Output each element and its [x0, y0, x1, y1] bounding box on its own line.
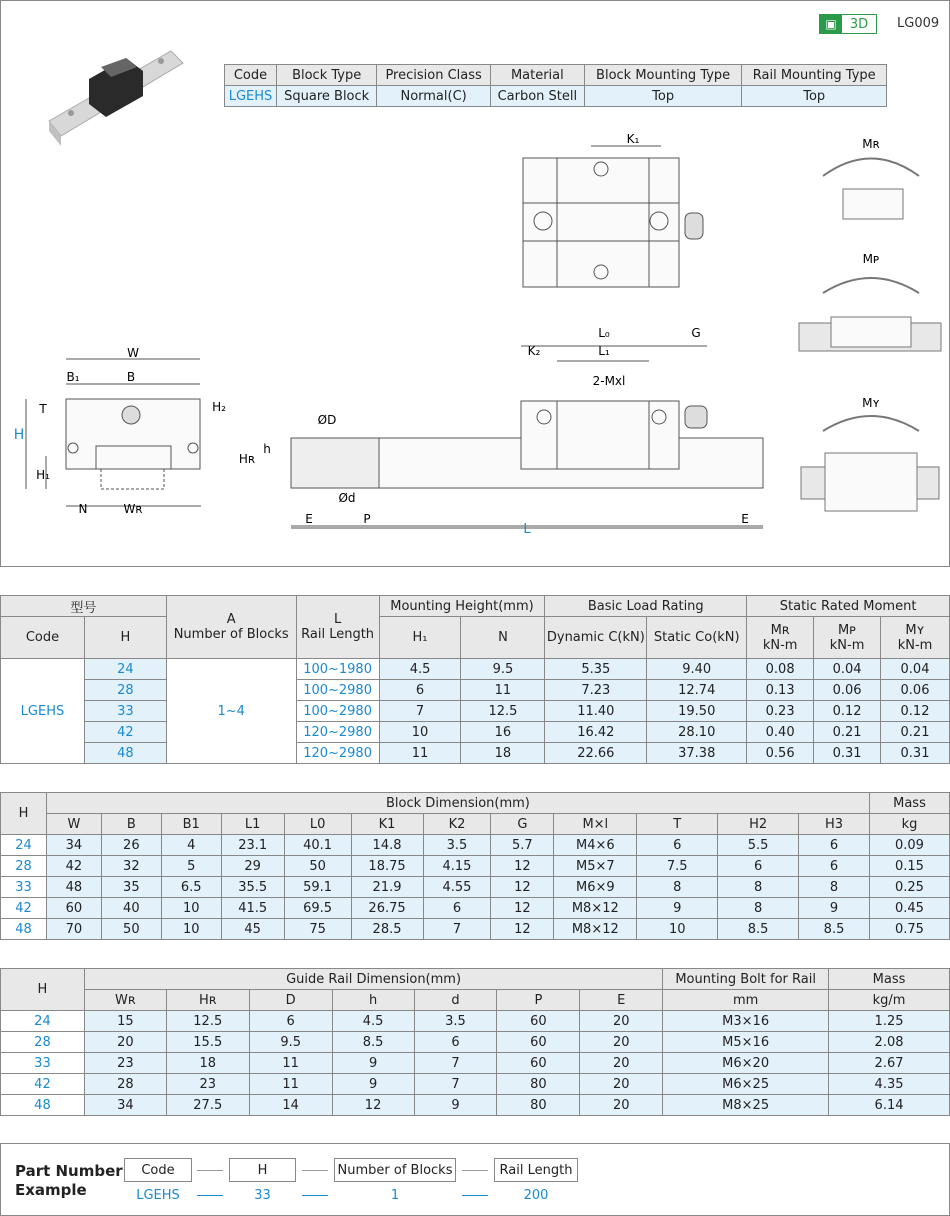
value-cell: 20 [84, 1032, 166, 1053]
spec-header: Material [490, 65, 584, 86]
header-mass: Mass [869, 793, 949, 814]
value-cell: 6 [799, 835, 870, 856]
blocks-cell: 1~4 [166, 659, 296, 764]
value-cell: 70 [46, 919, 101, 940]
my-cell: 0.06 [881, 680, 950, 701]
part-number-example [0, 1143, 950, 1216]
n-cell: 16 [461, 722, 545, 743]
value-cell: 15.5 [166, 1032, 249, 1053]
value-cell: 69.5 [284, 898, 351, 919]
value-cell: 8.5 [799, 919, 870, 940]
value-cell: 48 [46, 877, 101, 898]
mr-cell: 0.08 [747, 659, 814, 680]
pn-value-blocks: 1 [390, 1188, 400, 1203]
value-cell: 8 [718, 898, 799, 919]
value-cell: 23.1 [221, 835, 284, 856]
value-cell: 23 [84, 1053, 166, 1074]
value-cell: 3.5 [423, 835, 491, 856]
value-cell: M8×25 [663, 1095, 829, 1116]
table-row [1, 1074, 950, 1095]
value-cell: 9 [332, 1053, 414, 1074]
h1-cell: 4.5 [379, 659, 461, 680]
label-t: T [39, 402, 47, 416]
table-row [1, 659, 950, 680]
header-rail-length: L Rail Length [296, 596, 379, 659]
h1-cell: 6 [379, 680, 461, 701]
header-mr: Mʀ kN-m [747, 617, 814, 659]
table-row [1, 835, 950, 856]
col-header: L1 [221, 814, 284, 835]
mp-cell: 0.21 [814, 722, 881, 743]
cube-icon: ▣ [820, 15, 842, 33]
value-cell: 7 [423, 919, 491, 940]
pn-box-h: H [229, 1158, 296, 1182]
value-cell: 4.55 [423, 877, 491, 898]
rail-dimension-table [0, 968, 950, 1116]
value-cell: M6×9 [554, 877, 637, 898]
value-cell: 7 [414, 1053, 497, 1074]
sc-cell: 19.50 [647, 701, 747, 722]
value-cell: 11 [249, 1074, 332, 1095]
pn-box-code: Code [124, 1158, 192, 1182]
value-cell: 26 [101, 835, 161, 856]
pn-box-rail-length: Rail Length [494, 1158, 578, 1182]
value-cell: 8.5 [718, 919, 799, 940]
value-cell: 27.5 [166, 1095, 249, 1116]
col-header: H3 [799, 814, 870, 835]
my-cell: 0.31 [881, 743, 950, 764]
value-cell: 45 [221, 919, 284, 940]
col-header: W [46, 814, 101, 835]
value-cell: 8 [799, 877, 870, 898]
value-cell: 26.75 [351, 898, 423, 919]
spec-header: Block Type [276, 65, 376, 86]
table-row [1, 898, 950, 919]
value-cell: M4×6 [554, 835, 637, 856]
value-cell: 40 [101, 898, 161, 919]
value-cell: 8 [637, 877, 718, 898]
mass-unit: kg/m [829, 990, 950, 1011]
col-header: D [249, 990, 332, 1011]
dc-cell: 7.23 [545, 680, 647, 701]
header-model: 型号 [1, 596, 167, 617]
label-h: H [13, 427, 25, 443]
value-cell: 7.5 [637, 856, 718, 877]
value-cell: 0.45 [869, 898, 949, 919]
table-row [1, 1032, 950, 1053]
label-l1: L₁ [598, 344, 610, 358]
value-cell: 34 [84, 1095, 166, 1116]
mr-cell: 0.56 [747, 743, 814, 764]
my-cell: 0.12 [881, 701, 950, 722]
part-number-title: Part Number Example [15, 1162, 123, 1199]
spec-value: Top [742, 86, 887, 107]
value-cell: M6×25 [663, 1074, 829, 1095]
col-header: Wʀ [84, 990, 166, 1011]
h-cell: 28 [1, 856, 47, 877]
table-row [1, 701, 950, 722]
label-b1: B₁ [66, 370, 80, 384]
mp-cell: 0.06 [814, 680, 881, 701]
value-cell: 12 [491, 856, 554, 877]
rail-length-cell: 120~2980 [296, 743, 379, 764]
code-cell: LGEHS [1, 659, 85, 764]
product-code: LG009 [897, 16, 940, 31]
col-header: M×l [554, 814, 637, 835]
value-cell: 2.08 [829, 1032, 950, 1053]
table-row [1, 722, 950, 743]
mass-unit: kg [869, 814, 949, 835]
dc-cell: 22.66 [545, 743, 647, 764]
technical-drawing [1, 1, 950, 568]
h-cell: 33 [1, 1053, 85, 1074]
label-n: N [78, 502, 88, 516]
rail-length-cell: 100~2980 [296, 701, 379, 722]
value-cell: M8×12 [554, 898, 637, 919]
label-p: P [363, 512, 371, 526]
sc-cell: 9.40 [647, 659, 747, 680]
value-cell: 32 [101, 856, 161, 877]
header-n: N [461, 617, 545, 659]
value-cell: 6 [414, 1032, 497, 1053]
label-od: ØD [317, 413, 337, 427]
table-row [1, 1053, 950, 1074]
label-k1: K₁ [626, 132, 640, 146]
3d-label: 3D [849, 16, 869, 32]
header-mass: Mass [829, 969, 950, 990]
value-cell: 12 [332, 1095, 414, 1116]
h-cell: 28 [1, 1032, 85, 1053]
spec-header: Precision Class [377, 65, 491, 86]
table-row [1, 919, 950, 940]
value-cell: 35 [101, 877, 161, 898]
h1-cell: 11 [379, 743, 461, 764]
value-cell: 23 [166, 1074, 249, 1095]
value-cell: M3×16 [663, 1011, 829, 1032]
col-header: E [580, 990, 663, 1011]
value-cell: 0.09 [869, 835, 949, 856]
value-cell: 21.9 [351, 877, 423, 898]
spec-value: Square Block [276, 86, 376, 107]
value-cell: 50 [101, 919, 161, 940]
rail-length-cell: 120~2980 [296, 722, 379, 743]
value-cell: 20 [580, 1011, 663, 1032]
col-header: h [332, 990, 414, 1011]
label-k2: K₂ [527, 344, 541, 358]
label-e-right: E [741, 512, 749, 526]
value-cell: 40.1 [284, 835, 351, 856]
h-cell: 42 [84, 722, 166, 743]
col-header: G [491, 814, 554, 835]
value-cell: 1.25 [829, 1011, 950, 1032]
col-header: Hʀ [166, 990, 249, 1011]
sc-cell: 28.10 [647, 722, 747, 743]
value-cell: 18.75 [351, 856, 423, 877]
table-row [1, 856, 950, 877]
value-cell: 0.75 [869, 919, 949, 940]
value-cell: M8×12 [554, 919, 637, 940]
label-h-small: h [263, 442, 271, 456]
value-cell: 4.15 [423, 856, 491, 877]
h-cell: 24 [84, 659, 166, 680]
label-h1: H₁ [36, 468, 50, 482]
rail-length-cell: 100~1980 [296, 659, 379, 680]
value-cell: 6 [799, 856, 870, 877]
header-h: H [1, 793, 47, 835]
value-cell: 9 [332, 1074, 414, 1095]
value-cell: 35.5 [221, 877, 284, 898]
label-l0: L₀ [598, 326, 610, 340]
value-cell: 29 [221, 856, 284, 877]
label-my: Mʏ [862, 396, 880, 410]
label-od-small: Ød [338, 491, 356, 505]
label-hr: Hʀ [238, 452, 256, 466]
header-h1: H₁ [379, 617, 461, 659]
block-dimension-table [0, 792, 950, 940]
value-cell: 4.35 [829, 1074, 950, 1095]
label-g: G [691, 326, 701, 340]
value-cell: 18 [166, 1053, 249, 1074]
value-cell: 59.1 [284, 877, 351, 898]
table-row [1, 743, 950, 764]
value-cell: 11 [249, 1053, 332, 1074]
value-cell: 28.5 [351, 919, 423, 940]
value-cell: 20 [580, 1074, 663, 1095]
header-mp: Mᴘ kN-m [814, 617, 881, 659]
header-my: Mʏ kN-m [881, 617, 950, 659]
n-cell: 12.5 [461, 701, 545, 722]
header-bolt: Mounting Bolt for Rail [663, 969, 829, 990]
sc-cell: 12.74 [647, 680, 747, 701]
value-cell: 60 [46, 898, 101, 919]
h-cell: 24 [1, 1011, 85, 1032]
col-header: K1 [351, 814, 423, 835]
side-view [291, 346, 763, 528]
value-cell: 5 [161, 856, 221, 877]
col-header: B1 [161, 814, 221, 835]
value-cell: 9 [414, 1095, 497, 1116]
value-cell: 14.8 [351, 835, 423, 856]
table-row [1, 877, 950, 898]
value-cell: 15 [84, 1011, 166, 1032]
header-h: H [84, 617, 166, 659]
dc-cell: 5.35 [545, 659, 647, 680]
bolt-unit: mm [663, 990, 829, 1011]
value-cell: 6 [249, 1011, 332, 1032]
mr-cell: 0.23 [747, 701, 814, 722]
table-row [1, 1011, 950, 1032]
value-cell: 50 [284, 856, 351, 877]
spec-value: Top [584, 86, 742, 107]
n-cell: 11 [461, 680, 545, 701]
value-cell: 60 [497, 1011, 580, 1032]
value-cell: M5×16 [663, 1032, 829, 1053]
value-cell: 9.5 [249, 1032, 332, 1053]
header-rail-dimension: Guide Rail Dimension(mm) [84, 969, 662, 990]
header-code: Code [1, 617, 85, 659]
header-block-dimension: Block Dimension(mm) [46, 793, 869, 814]
h1-cell: 10 [379, 722, 461, 743]
h-cell: 24 [1, 835, 47, 856]
pn-value-rail-length: 200 [523, 1188, 549, 1203]
value-cell: 6 [423, 898, 491, 919]
value-cell: 6 [718, 856, 799, 877]
h-cell: 33 [84, 701, 166, 722]
header-blocks: A Number of Blocks [166, 596, 296, 659]
value-cell: 28 [84, 1074, 166, 1095]
value-cell: 34 [46, 835, 101, 856]
label-b: B [126, 370, 136, 384]
header-dynamic: Dynamic C(kN) [545, 617, 647, 659]
header-load-rating: Basic Load Rating [545, 596, 747, 617]
value-cell: 7 [414, 1074, 497, 1095]
my-cell: 0.04 [881, 659, 950, 680]
dc-cell: 11.40 [545, 701, 647, 722]
h-cell: 48 [84, 743, 166, 764]
spec-value: Normal(C) [377, 86, 491, 107]
col-header: T [637, 814, 718, 835]
rail-length-cell: 100~2980 [296, 680, 379, 701]
mr-cell: 0.13 [747, 680, 814, 701]
mp-cell: 0.12 [814, 701, 881, 722]
col-header: d [414, 990, 497, 1011]
value-cell: 9 [799, 898, 870, 919]
product-photo [49, 51, 183, 146]
value-cell: 14 [249, 1095, 332, 1116]
header-static: Static Co(kN) [647, 617, 747, 659]
value-cell: 60 [497, 1032, 580, 1053]
value-cell: 5.7 [491, 835, 554, 856]
value-cell: 0.25 [869, 877, 949, 898]
n-cell: 18 [461, 743, 545, 764]
label-h2: H₂ [212, 400, 226, 414]
pn-box-blocks: Number of Blocks [334, 1158, 456, 1182]
value-cell: 4 [161, 835, 221, 856]
value-cell: 8.5 [332, 1032, 414, 1053]
value-cell: 6.5 [161, 877, 221, 898]
value-cell: 12.5 [166, 1011, 249, 1032]
mp-cell: 0.04 [814, 659, 881, 680]
spec-header: Code [225, 65, 277, 86]
n-cell: 9.5 [461, 659, 545, 680]
dc-cell: 16.42 [545, 722, 647, 743]
value-cell: 5.5 [718, 835, 799, 856]
spec-value: Carbon Stell [490, 86, 584, 107]
value-cell: 20 [580, 1053, 663, 1074]
header-h: H [1, 969, 85, 1011]
pn-value-h: 33 [254, 1188, 271, 1203]
value-cell: 60 [497, 1053, 580, 1074]
col-header: H2 [718, 814, 799, 835]
value-cell: 12 [491, 919, 554, 940]
value-cell: 75 [284, 919, 351, 940]
pn-value-code: LGEHS [136, 1188, 180, 1203]
header-moment: Static Rated Moment [747, 596, 950, 617]
label-mp: Mᴘ [862, 252, 880, 266]
h-cell: 48 [1, 919, 47, 940]
front-view [26, 359, 201, 506]
value-cell: 2.67 [829, 1053, 950, 1074]
value-cell: 3.5 [414, 1011, 497, 1032]
h-cell: 42 [1, 898, 47, 919]
table-row [1, 1095, 950, 1116]
value-cell: 4.5 [332, 1011, 414, 1032]
spec-value: LGEHS [225, 86, 277, 107]
value-cell: M5×7 [554, 856, 637, 877]
h-cell: 28 [84, 680, 166, 701]
label-wr: Wʀ [123, 502, 143, 516]
header-mounting-height: Mounting Height(mm) [379, 596, 545, 617]
label-e-left: E [305, 512, 313, 526]
value-cell: 20 [580, 1032, 663, 1053]
value-cell: 80 [497, 1095, 580, 1116]
mp-cell: 0.31 [814, 743, 881, 764]
value-cell: 80 [497, 1074, 580, 1095]
col-header: P [497, 990, 580, 1011]
value-cell: 9 [637, 898, 718, 919]
value-cell: 12 [491, 877, 554, 898]
h-cell: 33 [1, 877, 47, 898]
label-l: L [523, 522, 531, 537]
spec-header: Block Mounting Type [584, 65, 742, 86]
value-cell: 12 [491, 898, 554, 919]
value-cell: 6.14 [829, 1095, 950, 1116]
sc-cell: 37.38 [647, 743, 747, 764]
col-header: B [101, 814, 161, 835]
load-rating-table [0, 595, 950, 764]
spec-header: Rail Mounting Type [742, 65, 887, 86]
mr-cell: 0.40 [747, 722, 814, 743]
moment-diagrams [799, 159, 941, 512]
value-cell: 8 [718, 877, 799, 898]
drawing-panel [0, 0, 950, 567]
h1-cell: 7 [379, 701, 461, 722]
h-cell: 48 [1, 1095, 85, 1116]
value-cell: 42 [46, 856, 101, 877]
value-cell: 10 [637, 919, 718, 940]
col-header: L0 [284, 814, 351, 835]
col-header: K2 [423, 814, 491, 835]
value-cell: 20 [580, 1095, 663, 1116]
value-cell: 10 [161, 898, 221, 919]
value-cell: 6 [637, 835, 718, 856]
label-mr: Mʀ [862, 137, 880, 151]
label-w: W [127, 346, 139, 360]
label-mxl: 2-Mxl [592, 374, 626, 388]
value-cell: 0.15 [869, 856, 949, 877]
h-cell: 42 [1, 1074, 85, 1095]
value-cell: M6×20 [663, 1053, 829, 1074]
table-row [1, 680, 950, 701]
top-view [523, 146, 703, 287]
value-cell: 41.5 [221, 898, 284, 919]
my-cell: 0.21 [881, 722, 950, 743]
value-cell: 10 [161, 919, 221, 940]
